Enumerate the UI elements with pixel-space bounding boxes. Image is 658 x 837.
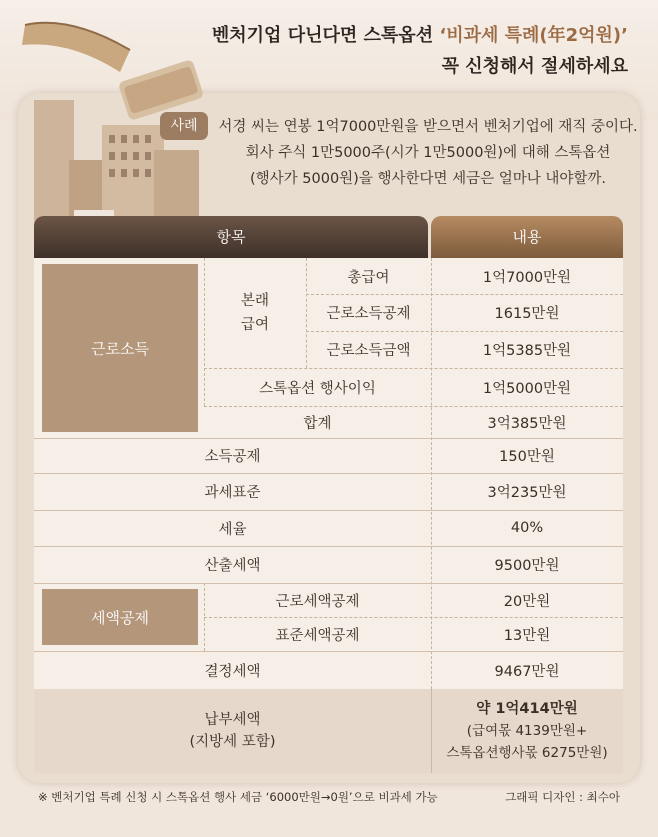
payable-tax-label: 납부세액 [204,712,261,728]
page-title [212,20,628,82]
label-income-deduction: 소득공제 [204,449,261,465]
value-income-deduction: 150만원 [499,449,555,465]
label-standard-tax-credit: 표준세액공제 [275,627,360,644]
case-line: (행사가 5000원)을 행사한다면 세금은 얼마나 내야할까. [249,171,606,187]
payable-tax-breakdown: (급여몫 4139만원+ [466,723,588,739]
title-highlight: ‘비과세 특례(年2억원)’ [439,25,628,46]
header-item: 항목 [34,216,428,258]
payable-tax-total: 약 1억414만원 [476,701,578,717]
value-labor-tax-credit: 20만원 [503,593,551,610]
payable-tax-row [34,689,623,773]
footer-credit: 그래픽 디자인 : 최수아 [505,790,620,804]
value-sum: 3억385만원 [487,415,567,432]
title-prefix: 벤처기업 다닌다면 스톡옵션 [211,25,440,46]
footer-note: ※ 벤처기업 특례 신청 시 스톡옵션 행사 세금 ‘6000만원→0원’으로 비과세 가능 [38,790,438,804]
value-option-gain: 1억5000만원 [482,380,572,397]
label-tax-rate: 세율 [218,521,247,538]
label-computed-tax: 산출세액 [204,558,261,574]
tax-table [34,258,623,773]
case-line: 회사 주식 1만5000주(시가 1만5000원)에 대해 스톡옵션 [245,145,611,161]
label-payable-tax [34,689,431,773]
value-total-pay: 1억7000만원 [482,269,572,286]
label-labor-income-amount: 근로소득금액 [326,343,411,359]
value-tax-rate: 40% [510,520,544,536]
label-sum: 합계 [303,415,332,432]
case-description [218,114,638,192]
title-line2: 꼭 신청해서 절세하세요 [441,56,628,77]
value-labor-deduction: 1615만원 [494,306,560,322]
label-total-pay: 총급여 [347,269,390,286]
header-value: 내용 [431,216,623,258]
payable-tax-sublabel: (지방세 포함) [189,734,276,750]
payable-tax-breakdown: 스톡옵션행사몫 6275만원) [446,745,608,761]
value-labor-income-amount: 1억5385만원 [482,343,572,359]
label-tax-base: 과세표준 [204,485,261,501]
value-tax-base: 3억235만원 [487,485,567,501]
value-standard-tax-credit: 13만원 [503,627,551,644]
case-line: 서경 씨는 연봉 1억7000만원을 받으면서 벤처기업에 재직 중이다. [218,119,638,135]
group-labor-income: 근로소득 [42,264,198,432]
group-tax-credit: 세액공제 [42,589,198,645]
label-option-gain: 스톡옵션 행사이익 [259,380,376,397]
label-labor-tax-credit: 근로세액공제 [275,593,360,610]
value-computed-tax: 9500만원 [494,558,560,574]
case-tag: 사례 [160,112,208,140]
value-payable-tax [431,689,623,773]
group-base-pay: 본래 급여 [240,293,269,333]
value-determined-tax: 9467만원 [494,663,560,680]
label-determined-tax: 결정세액 [204,663,261,680]
label-labor-deduction: 근로소득공제 [326,306,411,322]
